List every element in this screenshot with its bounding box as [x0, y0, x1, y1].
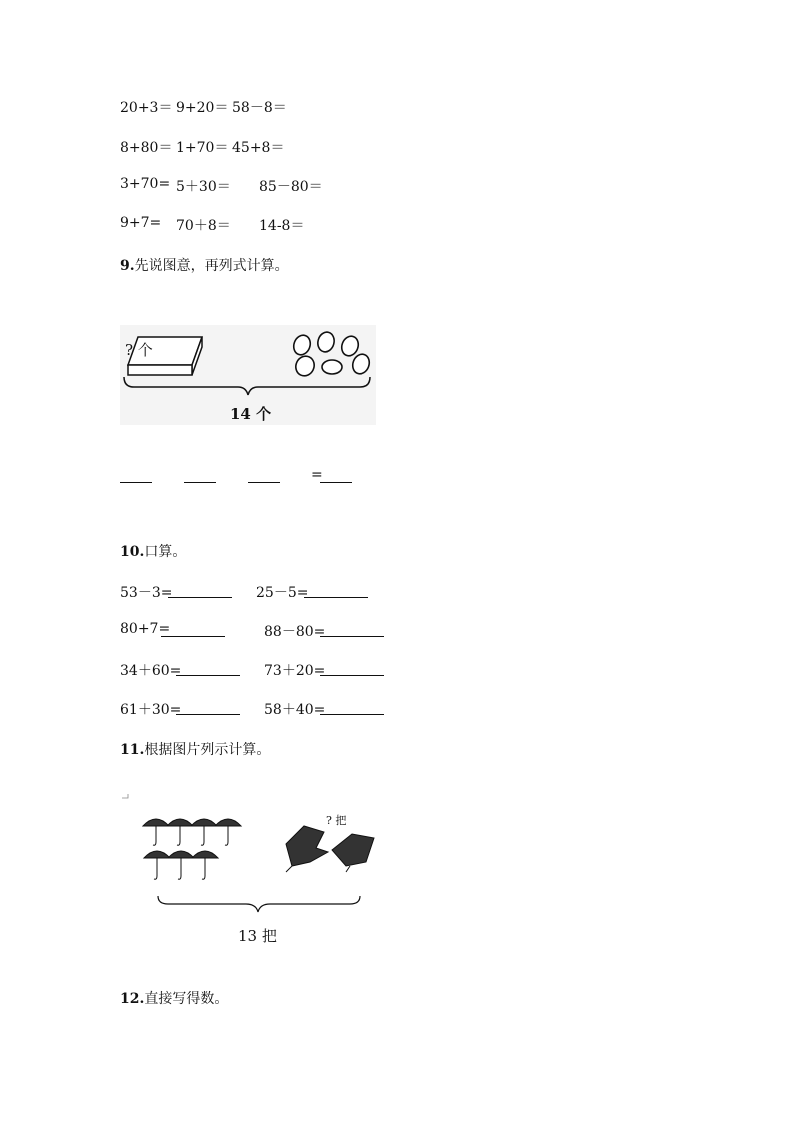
equals-sign: =: [311, 467, 323, 483]
q12-title: [120, 988, 228, 1008]
answer-blank[interactable]: [161, 636, 225, 637]
q10-number: 10.: [120, 544, 145, 560]
q12-text: 直接写得数。: [144, 991, 229, 1007]
expr: 58＋40=: [264, 702, 326, 718]
box-label: ? 个: [125, 341, 153, 359]
q10-title: [120, 541, 186, 561]
expr: 9+7=: [120, 215, 162, 231]
q9-number: 9.: [120, 258, 135, 274]
expr: 25－5=: [256, 585, 309, 601]
expr: 3+70=: [120, 176, 171, 192]
q9-title: [120, 255, 289, 275]
expr: 8+80＝: [120, 140, 173, 156]
answer-blank[interactable]: [168, 597, 232, 598]
expr: 53－3=: [120, 585, 173, 601]
answer-blank[interactable]: [176, 675, 240, 676]
answer-blank[interactable]: [120, 482, 152, 483]
umbrella-icons: [143, 819, 241, 879]
closed-umbrella-icons: [286, 826, 374, 872]
expr: 88－80=: [264, 624, 326, 640]
expr: 9+20＝: [176, 100, 229, 116]
q11-question-label: ? 把: [326, 814, 347, 827]
expr: 14-8＝: [259, 218, 305, 234]
expr: 85－80＝: [259, 179, 323, 195]
q11-total-label: 13 把: [238, 927, 277, 945]
answer-blank[interactable]: [184, 482, 216, 483]
expr: 34＋60=: [120, 663, 182, 679]
answer-blank[interactable]: [320, 482, 352, 483]
expr: 70＋8＝: [176, 218, 231, 234]
expr: 1+70＝: [176, 140, 229, 156]
expr: 80+7=: [120, 621, 171, 637]
expr: 45+8＝: [232, 140, 285, 156]
answer-blank[interactable]: [248, 482, 280, 483]
egg-icons: [291, 330, 372, 379]
expr: 58－8＝: [232, 100, 287, 116]
expr: 61＋30=: [120, 702, 182, 718]
answer-blank[interactable]: [304, 597, 368, 598]
q12-number: 12.: [120, 991, 145, 1007]
q11-number: 11.: [120, 742, 145, 758]
q9-text: 先说图意，再列式计算。: [134, 258, 289, 274]
q10-text: 口算。: [144, 544, 187, 560]
answer-blank[interactable]: [176, 714, 240, 715]
answer-blank[interactable]: [320, 636, 384, 637]
expr: 20+3＝: [120, 100, 173, 116]
q9-total-label: 14 个: [230, 405, 272, 423]
q11-title: [120, 739, 270, 759]
q11-text: 根据图片列示计算。: [144, 742, 271, 758]
brace-icon: [158, 896, 360, 912]
brace-icon: [124, 377, 370, 395]
expr: 73＋20=: [264, 663, 326, 679]
answer-blank[interactable]: [320, 675, 384, 676]
answer-blank[interactable]: [320, 714, 384, 715]
q9-figure: [120, 325, 376, 425]
q11-figure: [120, 792, 390, 952]
expr: 5＋30＝: [176, 179, 231, 195]
